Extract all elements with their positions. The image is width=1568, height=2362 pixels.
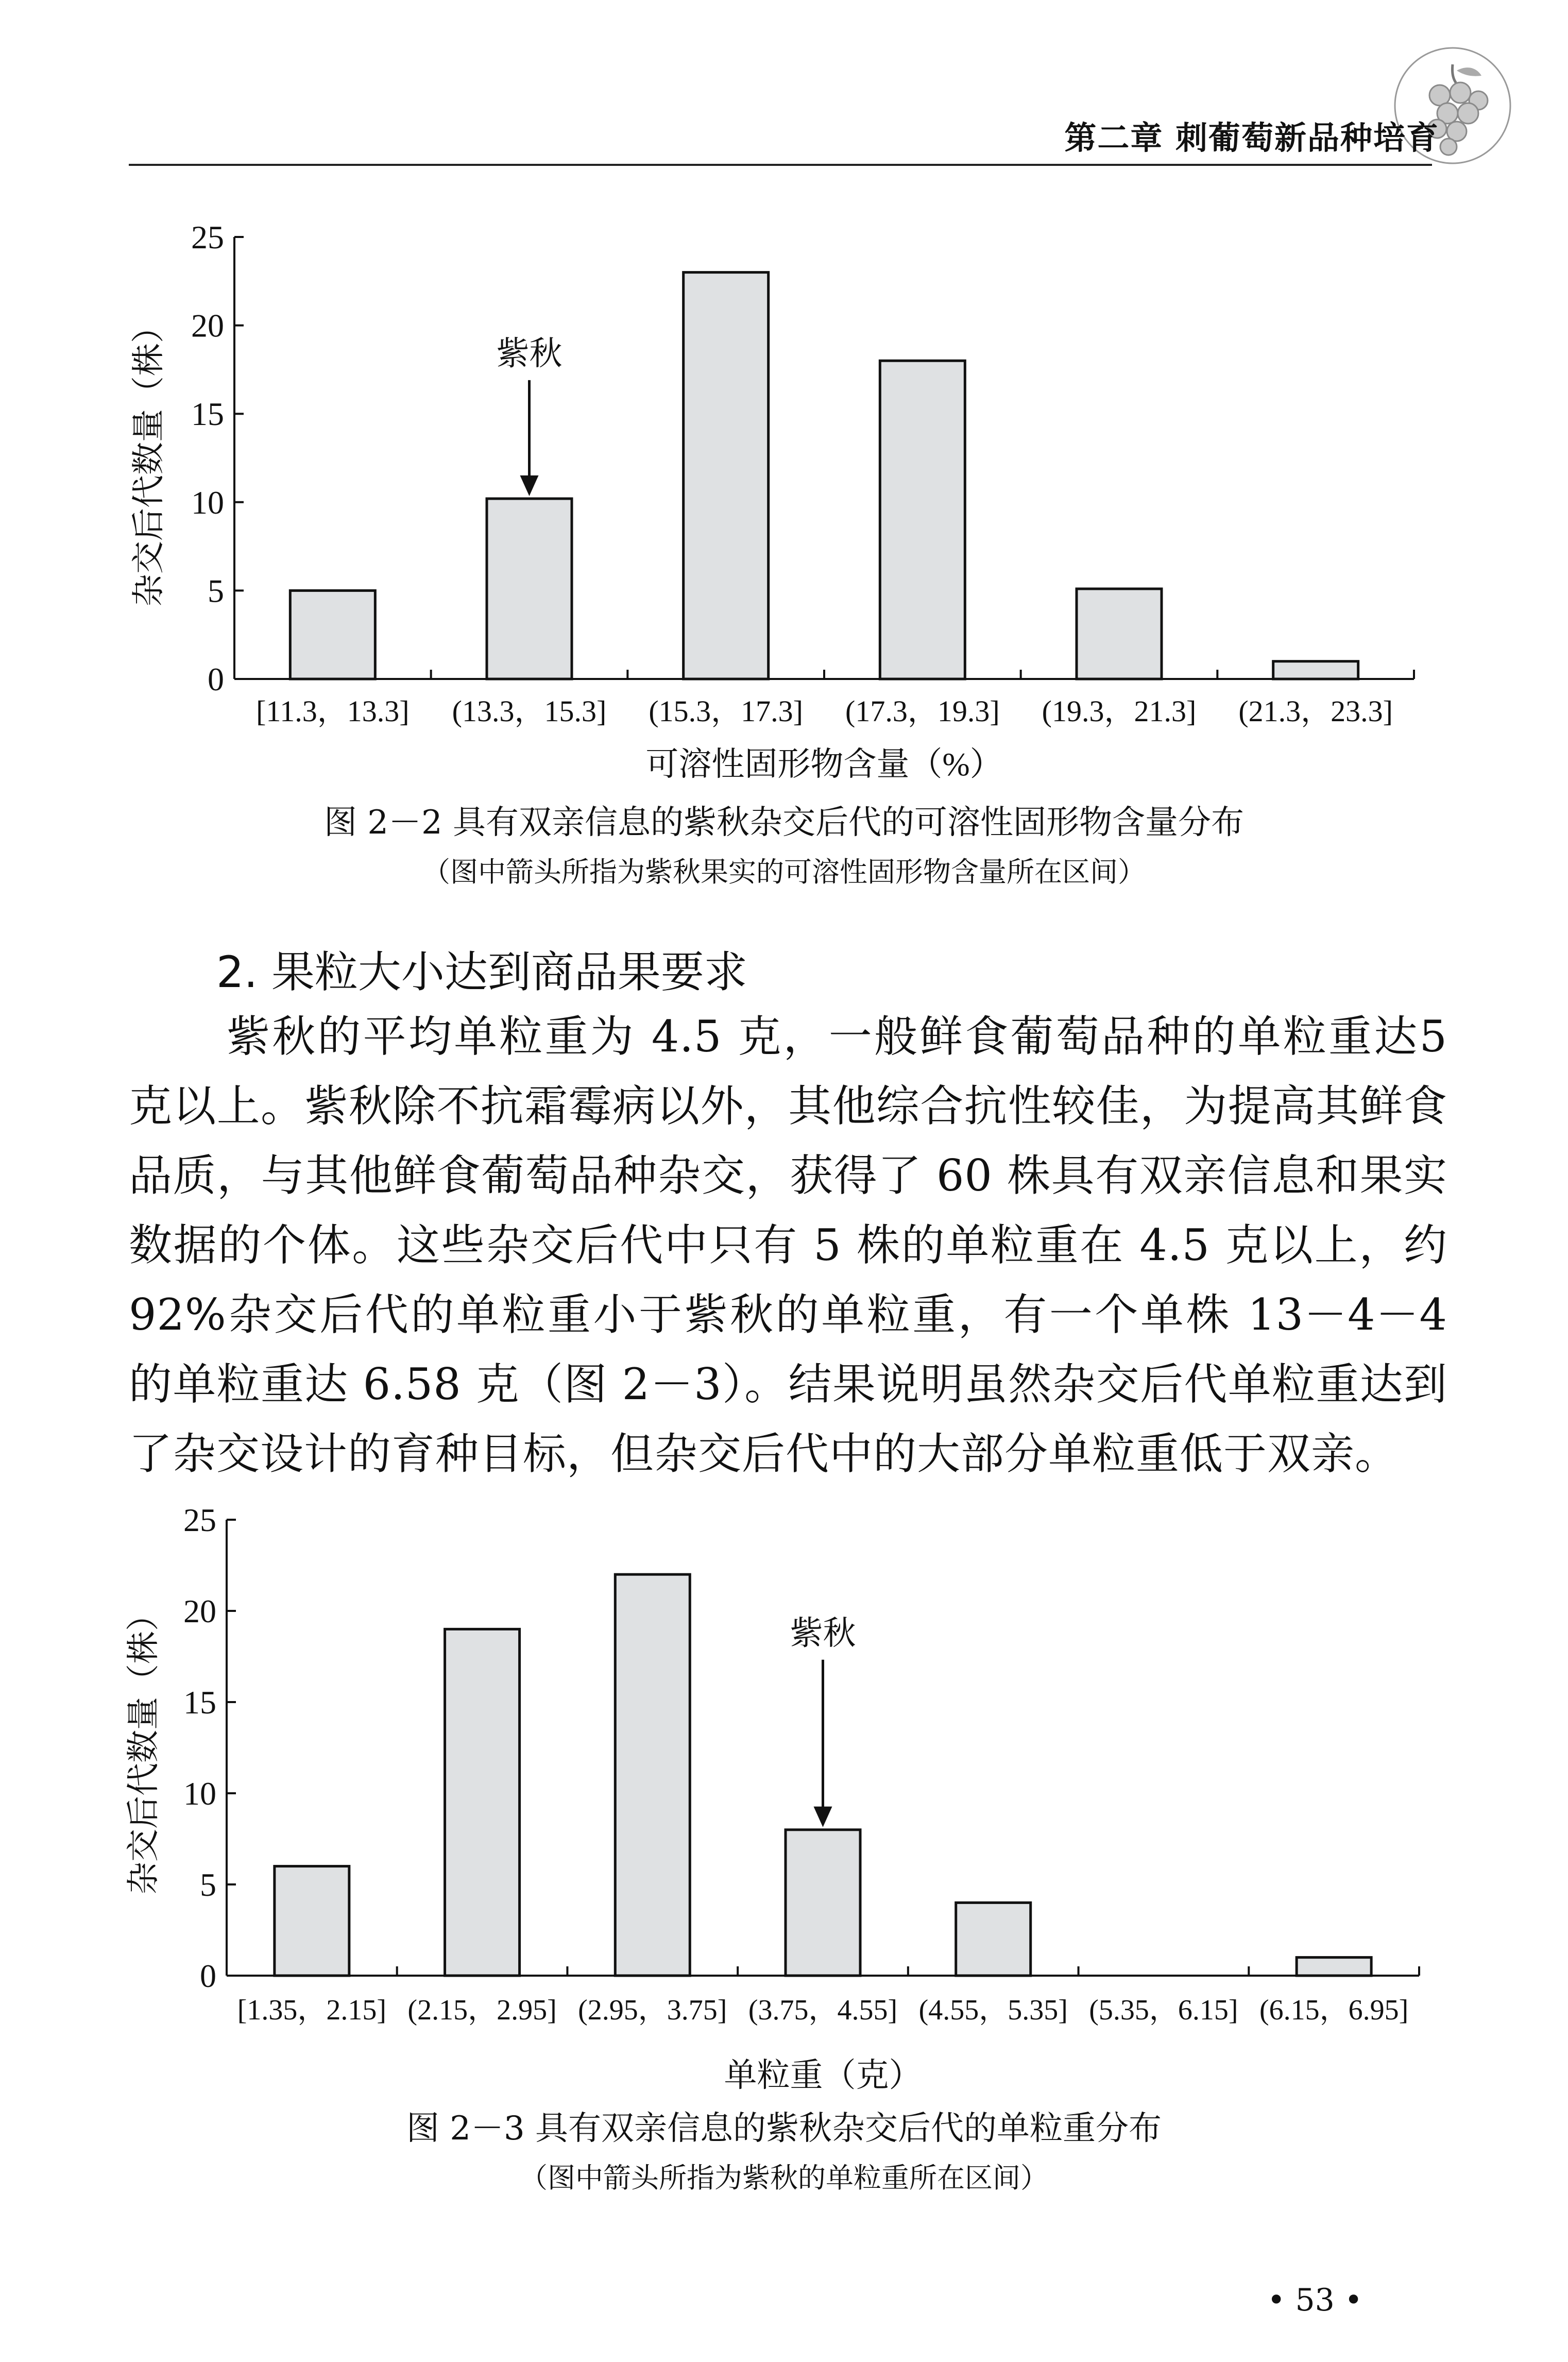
- y-tick-label: 20: [191, 307, 224, 344]
- figure-subcaption-2-3: （图中箭头所指为紫秋的单粒重所在区间）: [520, 2162, 1048, 2194]
- annotation-arrowhead: [814, 1807, 832, 1827]
- section-heading: 2. 果粒大小达到商品果要求: [216, 947, 747, 997]
- bar: [615, 1574, 690, 1976]
- header-divider: [129, 164, 1432, 166]
- y-tick-label: 25: [183, 1502, 216, 1538]
- y-tick-label: 5: [208, 572, 224, 609]
- x-axis-label: 单粒重（克）: [724, 2057, 922, 2094]
- x-tick-label: [1.35，2.15]: [237, 1994, 387, 2026]
- figure-subcaption-2-2: （图中箭头所指为紫秋果实的可溶性固形物含量所在区间）: [422, 856, 1146, 888]
- x-tick-label: (5.35，6.15]: [1089, 1994, 1238, 2026]
- x-tick-label: (2.15，2.95]: [407, 1994, 557, 2026]
- y-tick-label: 0: [208, 661, 224, 698]
- figure-caption-2-3: 图 2－3 具有双亲信息的紫秋杂交后代的单粒重分布: [406, 2110, 1162, 2148]
- y-axis-label: 杂交后代数量（株）: [130, 310, 167, 607]
- y-tick-label: 10: [183, 1775, 216, 1812]
- bar: [684, 273, 769, 679]
- chapter-title: 第二章 刺葡萄新品种培育: [1064, 119, 1439, 157]
- x-tick-label: [11.3，13.3]: [256, 694, 410, 728]
- chart-soluble-solids: [0, 206, 1568, 788]
- y-tick-label: 10: [191, 484, 224, 521]
- body-paragraph: 紫秋的平均单粒重为 4.5 克，一般鲜食葡萄品种的单粒重达5 克以上。紫秋除不抗霜霉病以外，其他综合抗性较佳，为提高其鲜食品质，与其他鲜食葡萄品种杂交，获得了 60 株具有双亲信息和果实数据的个体。这些杂交后代中只有 5 株的单粒重在 4.5 克以上，约 92%杂交后代的单粒重小于紫秋的单粒重，有一个单株 13－4－4 的单粒重达 6.58 克（图 2－3）。结果说明虽然杂交后代单粒重达到了杂交设计的育种目标，但杂交后代中的大部分单粒重低于双亲。: [129, 1011, 1447, 1479]
- bar: [786, 1830, 860, 1976]
- annotation-arrowhead: [520, 475, 539, 496]
- bar: [275, 1866, 349, 1976]
- y-tick-label: 15: [191, 396, 224, 433]
- y-tick-label: 25: [191, 219, 224, 256]
- x-tick-label: (19.3，21.3]: [1042, 694, 1197, 728]
- x-tick-label: (13.3，15.3]: [452, 694, 607, 728]
- y-tick-label: 5: [200, 1866, 216, 1903]
- annotation-label: 紫秋: [496, 334, 563, 373]
- x-axis-label: 可溶性固形物含量（%）: [645, 746, 1003, 783]
- bar: [1273, 661, 1358, 679]
- y-tick-label: 20: [183, 1593, 216, 1629]
- y-tick-label: 0: [200, 1958, 216, 1994]
- x-tick-label: (6.15，6.95]: [1259, 1994, 1409, 2026]
- bar: [487, 499, 572, 679]
- bar: [956, 1902, 1031, 1976]
- figure-caption-2-2: 图 2－2 具有双亲信息的紫秋杂交后代的可溶性固形物含量分布: [323, 804, 1245, 842]
- x-tick-label: (2.95，3.75]: [578, 1994, 727, 2026]
- x-tick-label: (4.55，5.35]: [918, 1994, 1068, 2026]
- annotation-label: 紫秋: [790, 1614, 856, 1653]
- y-axis-label: 杂交后代数量（株）: [125, 1598, 162, 1895]
- bar: [1077, 589, 1162, 679]
- x-tick-label: (3.75，4.55]: [748, 1994, 898, 2026]
- y-tick-label: 15: [183, 1684, 216, 1721]
- x-tick-label: (17.3，19.3]: [845, 694, 1000, 728]
- chart-berry-weight: [0, 1494, 1568, 2102]
- bar: [445, 1629, 520, 1976]
- bar: [1297, 1958, 1371, 1976]
- x-tick-label: (21.3，23.3]: [1238, 694, 1393, 728]
- page-number: • 53 •: [1267, 2282, 1363, 2318]
- bar: [290, 590, 375, 679]
- bar: [880, 361, 965, 679]
- x-tick-label: (15.3，17.3]: [649, 694, 803, 728]
